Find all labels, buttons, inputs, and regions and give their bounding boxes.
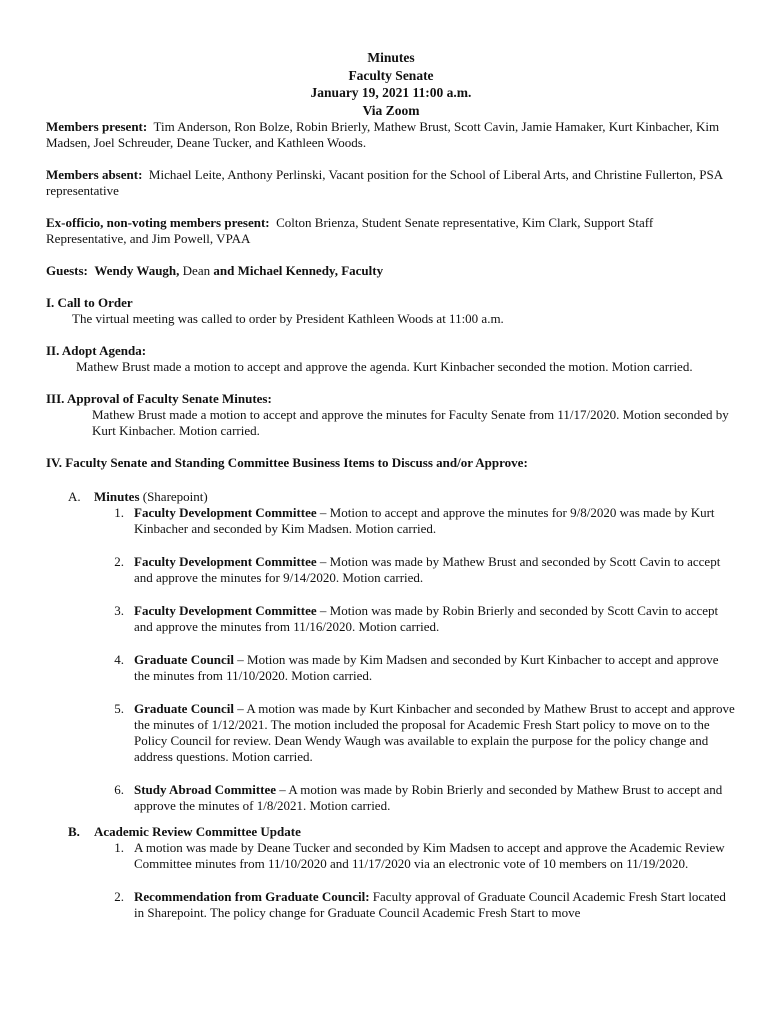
- subsection-academic-review: [68, 824, 736, 921]
- section-adopt-agenda: [46, 343, 736, 375]
- item-text: – Motion to accept and approve the minutes for 9/8/2020 was made by Kurt Kinbacher and seconded by Kim Madsen. Motion carried.: [134, 505, 715, 536]
- guests: [46, 263, 736, 279]
- section-business-items: [46, 455, 736, 471]
- list-item: [68, 889, 736, 921]
- guest-rest: and Michael Kennedy, Faculty: [213, 263, 384, 278]
- item-number: 2.: [114, 554, 124, 569]
- members-present: [46, 119, 736, 151]
- document-page: [46, 49, 736, 921]
- item-number: 2.: [114, 889, 124, 904]
- members-absent: [46, 167, 736, 199]
- exofficio-text: Colton Brienza, Student Senate representative, Kim Clark, Support Staff Representative, and Jim Powell, VPAA: [46, 215, 654, 246]
- section-title: III. Approval of Faculty Senate Minutes:: [46, 391, 272, 406]
- item-committee: Study Abroad Committee: [134, 782, 277, 797]
- item-number: 1.: [114, 840, 124, 855]
- section-title: II. Adopt Agenda:: [46, 343, 147, 358]
- meeting-venue: Via Zoom: [362, 102, 420, 118]
- list-item: [68, 603, 736, 635]
- item-text: – Motion was made by Mathew Brust and seconded by Scott Cavin to accept and approve the minutes for 9/14/2020. Motion carried.: [134, 554, 721, 585]
- item-committee: Graduate Council: [134, 701, 235, 716]
- item-text: A motion was made by Deane Tucker and seconded by Kim Madsen to accept and approve the Academic Review Committee minutes from 11/10/2020 and 11/17/2020 via an electronic vote of 10 members on 11/19/2020.: [134, 840, 725, 871]
- section-title: I. Call to Order: [46, 295, 133, 310]
- section-approval-minutes: [46, 391, 736, 439]
- list-item: [68, 782, 736, 814]
- subsection-marker: A.: [68, 489, 81, 504]
- members-present-text: Tim Anderson, Ron Bolze, Robin Brierly, Mathew Brust, Scott Cavin, Jamie Hamaker, Kurt Kinbacher, Kim Madsen, Joel Schreuder, Deane Tucker, and Kathleen Woods.: [46, 119, 720, 150]
- document-header: [46, 49, 736, 119]
- item-number: 6.: [114, 782, 124, 797]
- section-text: Mathew Brust made a motion to accept and approve the minutes for Faculty Senate from 11/17/2020. Motion seconded by Kurt Kinbacher. Motion carried.: [92, 407, 729, 438]
- guests-label: Guests:: [46, 263, 88, 278]
- item-committee: Faculty Development Committee: [134, 505, 317, 520]
- members-absent-text: Michael Leite, Anthony Perlinski, Vacant position for the School of Liberal Arts, and Christine Fullerton, PSA representative: [46, 167, 723, 198]
- item-number: 5.: [114, 701, 124, 716]
- item-committee: Faculty Development Committee: [134, 603, 317, 618]
- meeting-body: Faculty Senate: [348, 67, 434, 83]
- section-text: The virtual meeting was called to order by President Kathleen Woods at 11:00 a.m.: [72, 311, 504, 326]
- list-item: [68, 652, 736, 684]
- subsection-marker: B.: [68, 824, 80, 839]
- item-text: – A motion was made by Robin Brierly and seconded by Mathew Brust to accept and approve the minutes of 1/8/2021. Motion carried.: [134, 782, 723, 813]
- members-absent-label: Members absent:: [46, 167, 143, 182]
- subsection-title: Academic Review Committee Update: [94, 824, 301, 839]
- list-item: [68, 840, 736, 872]
- item-heading: Recommendation from Graduate Council:: [134, 889, 370, 904]
- subsection-title: Minutes: [94, 489, 140, 504]
- subsection-note: (Sharepoint): [142, 489, 208, 504]
- subsection-minutes: [68, 489, 736, 814]
- section-title: IV. Faculty Senate and Standing Committee Business Items to Discuss and/or Approve:: [46, 455, 528, 470]
- academic-review-list: [68, 840, 736, 921]
- item-text: – Motion was made by Kim Madsen and seconded by Kurt Kinbacher to accept and approve the minutes from 11/10/2020. Motion carried.: [134, 652, 719, 683]
- exofficio-label: Ex-officio, non-voting members present:: [46, 215, 270, 230]
- members-present-label: Members present:: [46, 119, 148, 134]
- document-title: Minutes: [367, 50, 415, 65]
- guest-name: Wendy Waugh,: [94, 263, 180, 278]
- exofficio-members: [46, 215, 736, 247]
- item-committee: Faculty Development Committee: [134, 554, 317, 569]
- meeting-date: January 19, 2021 11:00 a.m.: [310, 85, 472, 100]
- section-call-to-order: [46, 295, 736, 327]
- item-committee: Graduate Council: [134, 652, 235, 667]
- section-text: Mathew Brust made a motion to accept and approve the agenda. Kurt Kinbacher seconded the motion. Motion carried.: [76, 359, 693, 374]
- minutes-list: [68, 505, 736, 814]
- item-text: – A motion was made by Kurt Kinbacher and seconded by Mathew Brust to accept and approve the minutes of 1/12/2021. The motion included the proposal for Academic Fresh Start policy to move on to the Policy Council for review. Dean Wendy Waugh was available to explain the purpose for the policy change and address questions. Motion carried.: [134, 701, 735, 764]
- item-number: 1.: [114, 505, 124, 520]
- guest-role: Dean: [182, 263, 211, 278]
- list-item: [68, 554, 736, 586]
- list-item: [68, 701, 736, 765]
- list-item: [68, 505, 736, 537]
- item-number: 4.: [114, 652, 124, 667]
- item-text: – Motion was made by Robin Brierly and seconded by Scott Cavin to accept and approve the minutes from 11/16/2020. Motion carried.: [134, 603, 719, 634]
- item-number: 3.: [114, 603, 124, 618]
- item-text: Faculty approval of Graduate Council Academic Fresh Start located in Sharepoint. The policy change for Graduate Council Academic Fresh Start to move: [134, 889, 726, 920]
